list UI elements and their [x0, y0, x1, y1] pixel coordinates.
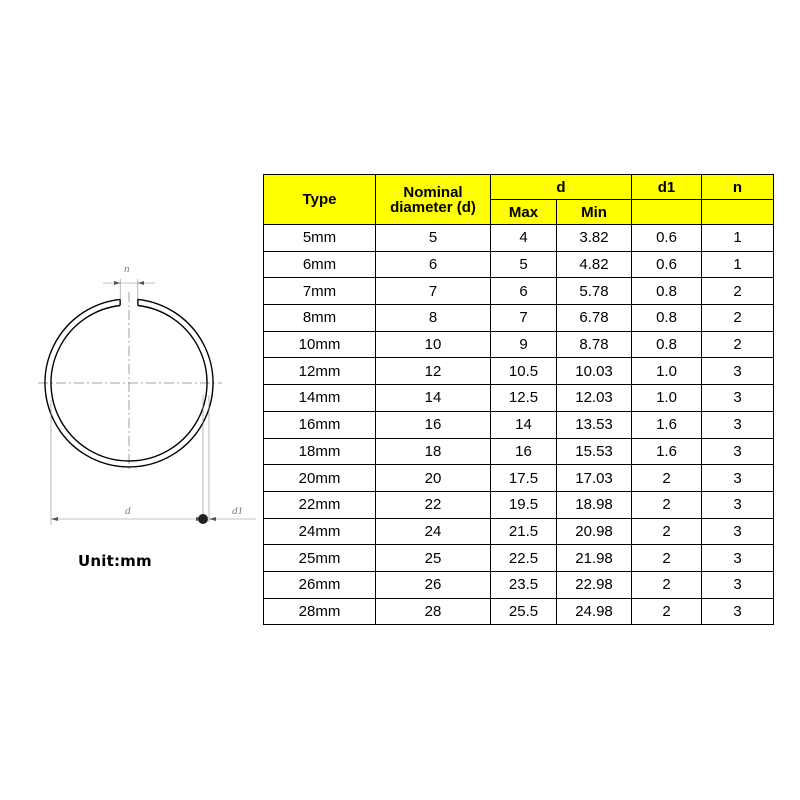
cell-d1: 0.8 — [632, 331, 702, 358]
cell-d-min: 17.03 — [557, 465, 632, 492]
cell-d-max: 10.5 — [491, 358, 557, 385]
cell-d-max: 9 — [491, 331, 557, 358]
spec-table-header — [264, 175, 774, 225]
cell-d-max: 6 — [491, 278, 557, 305]
cell-nominal-diameter: 14 — [376, 385, 491, 412]
cell-n: 2 — [702, 278, 774, 305]
table-row — [264, 571, 774, 598]
header-n: n — [702, 175, 774, 200]
cell-d-min: 3.82 — [557, 225, 632, 252]
cell-nominal-diameter: 10 — [376, 331, 491, 358]
cell-n: 1 — [702, 251, 774, 278]
n-label: n — [124, 263, 130, 275]
cell-type: 28mm — [264, 598, 376, 625]
cell-d-min: 18.98 — [557, 491, 632, 518]
header-type: Type — [264, 175, 376, 225]
cell-n: 3 — [702, 465, 774, 492]
cell-d1: 1.6 — [632, 438, 702, 465]
header-d-max: Max — [491, 200, 557, 225]
cell-d-min: 5.78 — [557, 278, 632, 305]
cell-nominal-diameter: 20 — [376, 465, 491, 492]
cell-type: 18mm — [264, 438, 376, 465]
cell-d-max: 21.5 — [491, 518, 557, 545]
cell-type: 10mm — [264, 331, 376, 358]
table-row — [264, 225, 774, 252]
cell-d1: 2 — [632, 518, 702, 545]
cell-d-max: 4 — [491, 225, 557, 252]
cell-d1: 2 — [632, 598, 702, 625]
cell-type: 24mm — [264, 518, 376, 545]
cell-type: 20mm — [264, 465, 376, 492]
d1-wire-section-dot — [198, 514, 208, 524]
cell-d-max: 25.5 — [491, 598, 557, 625]
cell-d-min: 13.53 — [557, 411, 632, 438]
cell-d1: 2 — [632, 465, 702, 492]
cell-type: 12mm — [264, 358, 376, 385]
table-row — [264, 385, 774, 412]
header-nominal-diameter: Nominal diameter (d) — [376, 175, 491, 225]
cell-n: 2 — [702, 331, 774, 358]
cell-n: 3 — [702, 438, 774, 465]
cell-n: 2 — [702, 305, 774, 332]
cell-d-min: 24.98 — [557, 598, 632, 625]
cell-nominal-diameter: 22 — [376, 491, 491, 518]
cell-d-min: 8.78 — [557, 331, 632, 358]
table-row — [264, 251, 774, 278]
table-row — [264, 358, 774, 385]
cell-n: 3 — [702, 491, 774, 518]
header-d-min: Min — [557, 200, 632, 225]
cell-n: 1 — [702, 225, 774, 252]
cell-d-min: 10.03 — [557, 358, 632, 385]
cell-type: 14mm — [264, 385, 376, 412]
cell-nominal-diameter: 16 — [376, 411, 491, 438]
cell-nominal-diameter: 8 — [376, 305, 491, 332]
cell-type: 8mm — [264, 305, 376, 332]
cell-nominal-diameter: 12 — [376, 358, 491, 385]
cell-n: 3 — [702, 411, 774, 438]
d-arrow-left — [51, 517, 58, 521]
cell-d-max: 17.5 — [491, 465, 557, 492]
unit-label: Unit:mm — [78, 552, 152, 570]
table-row — [264, 438, 774, 465]
cell-nominal-diameter: 18 — [376, 438, 491, 465]
cell-d-max: 23.5 — [491, 571, 557, 598]
cell-d1: 1.6 — [632, 411, 702, 438]
cell-nominal-diameter: 7 — [376, 278, 491, 305]
cell-d1: 2 — [632, 491, 702, 518]
cell-nominal-diameter: 24 — [376, 518, 491, 545]
table-row — [264, 305, 774, 332]
header-d: d — [491, 175, 632, 200]
cell-nominal-diameter: 5 — [376, 225, 491, 252]
cell-d1: 2 — [632, 571, 702, 598]
cell-type: 16mm — [264, 411, 376, 438]
cell-d-min: 4.82 — [557, 251, 632, 278]
cell-type: 6mm — [264, 251, 376, 278]
cell-d-max: 5 — [491, 251, 557, 278]
cell-d1: 2 — [632, 545, 702, 572]
cell-type: 25mm — [264, 545, 376, 572]
cell-d-min: 20.98 — [557, 518, 632, 545]
cell-nominal-diameter: 6 — [376, 251, 491, 278]
cell-n: 3 — [702, 518, 774, 545]
table-row — [264, 545, 774, 572]
cell-d-min: 21.98 — [557, 545, 632, 572]
n-arrow-left — [114, 281, 120, 285]
table-row — [264, 518, 774, 545]
table-row — [264, 278, 774, 305]
cell-d-max: 19.5 — [491, 491, 557, 518]
cell-nominal-diameter: 26 — [376, 571, 491, 598]
table-row — [264, 411, 774, 438]
cell-d1: 0.8 — [632, 305, 702, 332]
cell-n: 3 — [702, 598, 774, 625]
table-row — [264, 465, 774, 492]
cell-type: 26mm — [264, 571, 376, 598]
cell-d-min: 22.98 — [557, 571, 632, 598]
table-row — [264, 331, 774, 358]
d-label: d — [125, 505, 131, 517]
cell-d1: 1.0 — [632, 358, 702, 385]
n-arrow-right — [138, 281, 144, 285]
cell-d-max: 16 — [491, 438, 557, 465]
cell-d1: 0.6 — [632, 251, 702, 278]
cell-d1: 0.8 — [632, 278, 702, 305]
d1-label: d1 — [232, 505, 243, 517]
table-row — [264, 491, 774, 518]
header-d1-blank — [632, 200, 702, 225]
header-n-blank — [702, 200, 774, 225]
d1-arrow — [209, 517, 216, 521]
cell-type: 22mm — [264, 491, 376, 518]
cell-d-max: 22.5 — [491, 545, 557, 572]
cell-d-max: 12.5 — [491, 385, 557, 412]
cell-n: 3 — [702, 358, 774, 385]
table-row — [264, 598, 774, 625]
cell-d-min: 15.53 — [557, 438, 632, 465]
cell-type: 7mm — [264, 278, 376, 305]
cell-nominal-diameter: 25 — [376, 545, 491, 572]
cell-d1: 0.6 — [632, 225, 702, 252]
cell-d-max: 14 — [491, 411, 557, 438]
spec-table — [263, 174, 774, 625]
cell-d-min: 12.03 — [557, 385, 632, 412]
cell-d1: 1.0 — [632, 385, 702, 412]
cell-d-min: 6.78 — [557, 305, 632, 332]
cell-n: 3 — [702, 385, 774, 412]
cell-type: 5mm — [264, 225, 376, 252]
cell-nominal-diameter: 28 — [376, 598, 491, 625]
cell-n: 3 — [702, 545, 774, 572]
ring-diagram — [0, 0, 260, 560]
header-d1: d1 — [632, 175, 702, 200]
cell-n: 3 — [702, 571, 774, 598]
cell-d-max: 7 — [491, 305, 557, 332]
spec-table-body — [264, 225, 774, 625]
